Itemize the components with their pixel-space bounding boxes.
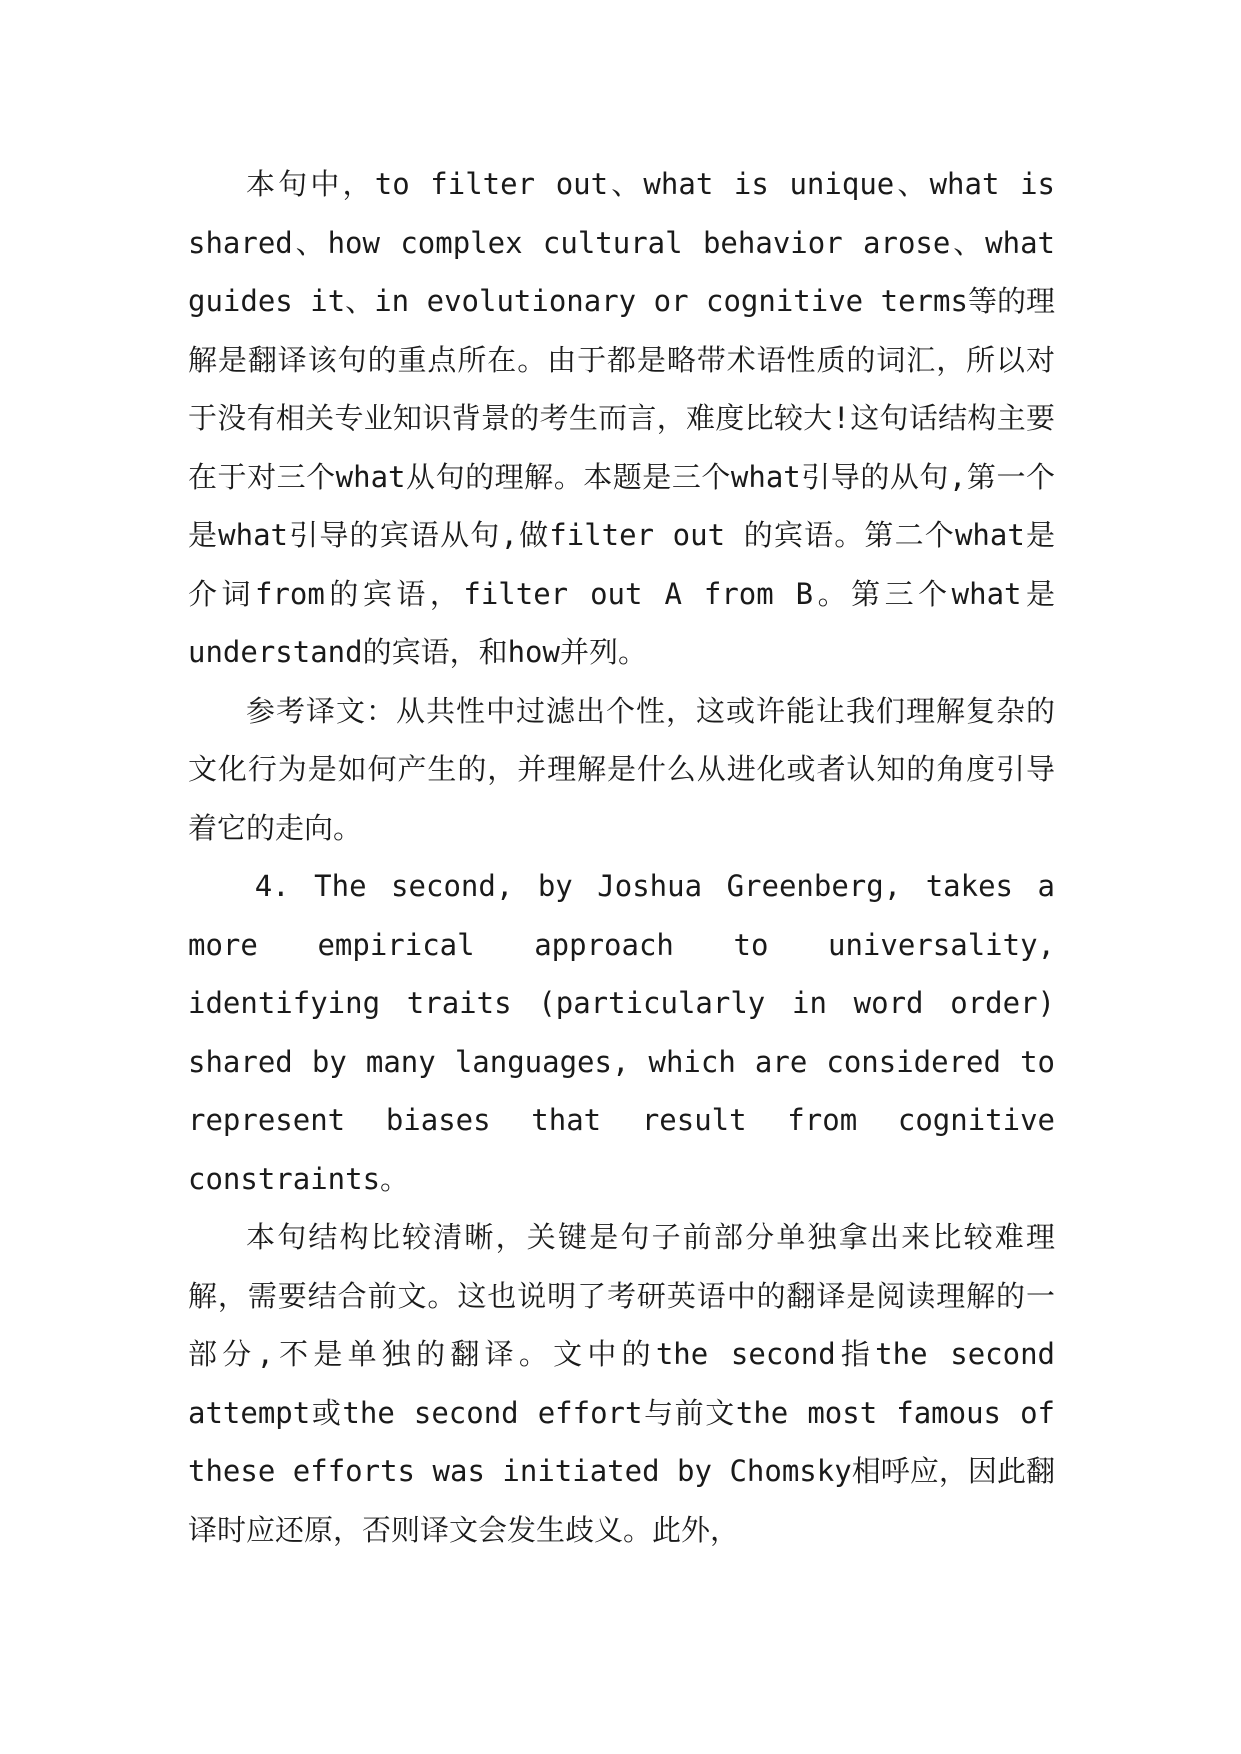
document-page (188, 155, 1055, 1559)
reference-translation-paragraph: 参考译文：从共性中过滤出个性，这或许能让我们理解复杂的文化行为是如何产生的，并理解是什么从进化或者认知的角度引导着它的走向。 (188, 693, 1055, 845)
example-sentence-paragraph: 4. The second, by Joshua Greenberg, takes a more empirical approach to universality, identifying traits (particularly in word order) shared by many languages, which are considered to represent biases that result from cognitive constraints。 (188, 869, 1055, 1196)
structure-analysis-paragraph: 本句结构比较清晰，关键是句子前部分单独拿出来比较难理解，需要结合前文。这也说明了考研英语中的翻译是阅读理解的一部分,不是单独的翻译。文中的the second指the second attempt或the second effort与前文the most famous of these efforts was initiated by Chomsky相呼应，因此翻译时应还原，否则译文会发生歧义。此外， (188, 1220, 1055, 1547)
analysis-paragraph: 本句中，to filter out、what is unique、what is shared、how complex cultural behavior arose、what guides it、in evolutionary or cognitive terms等的理解是翻译该句的重点所在。由于都是略带术语性质的词汇，所以对于没有相关专业知识背景的考生而言，难度比较大!这句话结构主要在于对三个what从句的理解。本题是三个what引导的从句,第一个是what引导的宾语从句,做filter out 的宾语。第二个what是介词from的宾语，filter out A from B。第三个what是understand的宾语，和how并列。 (188, 167, 1055, 669)
